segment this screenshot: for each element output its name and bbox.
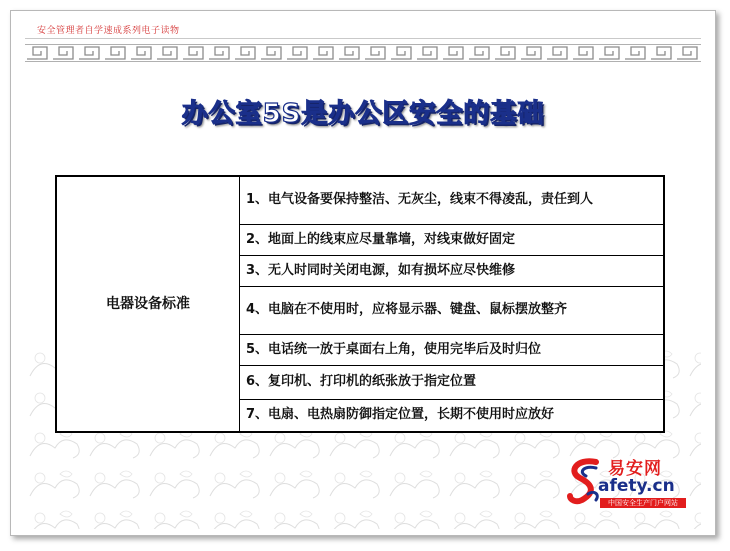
slide-frame: [10, 10, 716, 536]
category-cell: 电器设备标准: [56, 176, 240, 432]
table-item: 6、复印机、打印机的纸张放于指定位置: [240, 365, 665, 399]
table-item: 3、无人时同时关闭电源，如有损坏应尽快维修: [240, 255, 665, 286]
series-header-text: 安全管理者自学速成系列电子读物: [37, 26, 180, 36]
logo-chinese-name: 易安网: [608, 459, 662, 479]
header-divider: [25, 38, 701, 39]
table-item: 4、电脑在不使用时，应将显示器、键盘、鼠标摆放整齐: [240, 286, 665, 334]
meander-border: [25, 44, 701, 62]
slide-title: 办公室5S是办公区安全的基础: [181, 99, 545, 129]
table-item: 7、电扇、电热扇防御指定位置，长期不使用时应放好: [240, 399, 665, 432]
table-item: 5、电话统一放于桌面右上角，使用完毕后及时归位: [240, 334, 665, 365]
logo-tagline: 中国安全生产门户网站: [600, 498, 686, 508]
logo-domain: afety.cn: [598, 476, 675, 496]
site-logo: [566, 454, 706, 510]
table-item: 2、地面上的线束应尽量靠墙，对线束做好固定: [240, 224, 665, 255]
standards-table: [55, 175, 665, 433]
table-row: [56, 176, 664, 224]
table-item: 1、电气设备要保持整洁、无灰尘，线束不得凌乱，责任到人: [240, 176, 665, 224]
